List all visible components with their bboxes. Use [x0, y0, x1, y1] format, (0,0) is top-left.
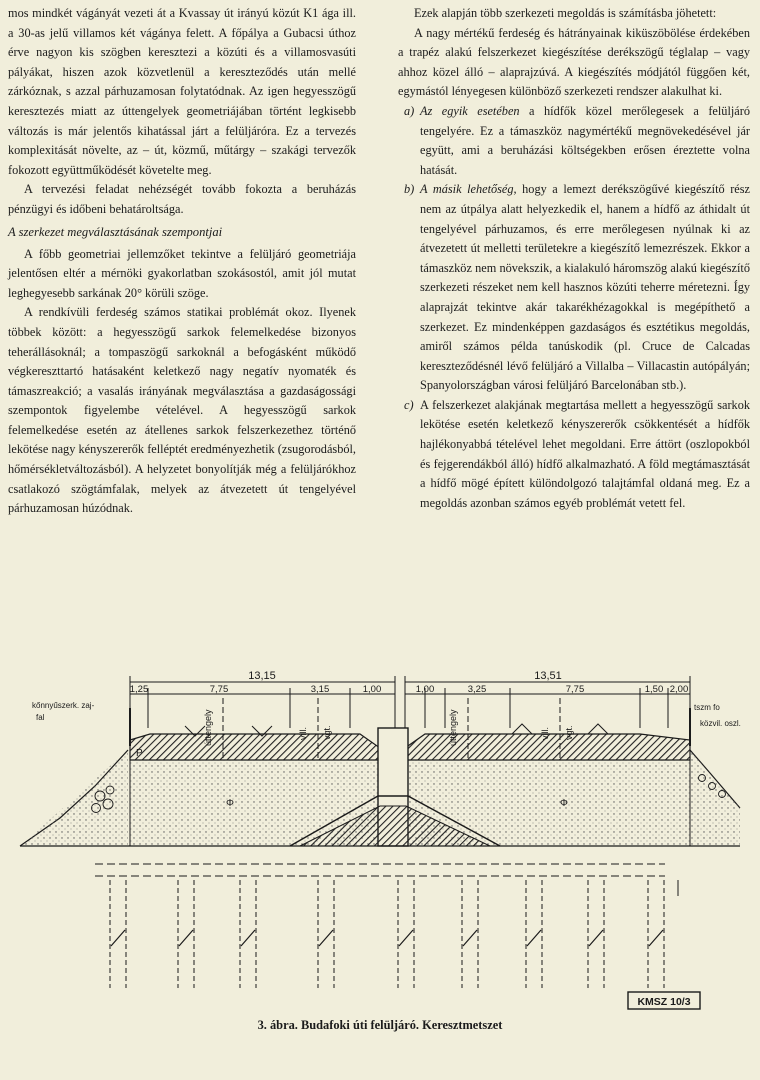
track-label: vill. [298, 727, 308, 740]
paragraph: mos mindkét vágányát vezeti át a Kvassay út irányú közút K1 ága ill. a 30-as jelű villamos két vágánya felett. A főpálya a Gubacsi úthoz érve nagyon kis szögben keresztezi a közúti és a villamosvasúti pályákat, hiszen azok közvetlenül a kereszteződés után mellé zárkóznak, s azzal párhuzamosan folytatódnak. Az igen hegyesszögű keresztezés miatt az úttengelyek geometriájában történt legkisebb változás is már jelentős kihatással járt a felüljáróra. Ez a tervezés komplexitását növelte, az – út, közmű, műtárgy – szakági tervezők fokozott együttműködését követelte meg. [8, 6, 356, 177]
list-item [398, 396, 750, 514]
noise-wall-label: kőnnyűszerk. zaj- [32, 701, 95, 710]
list-lead: A másik lehetőség, [420, 182, 517, 197]
paragraph: A tervezési feladat nehézségét tovább fokozta a beruházás pénzügyi és időbeni behatároltsága. [8, 182, 356, 216]
dim-right-total: 13,51 [534, 670, 562, 682]
list-text: a hídfők közel merőlegesek a felüljáró tengelyére. Ez a támaszköz nagymértékű megnövekedésével jár együtt, ami a beruházási költségekben erősen éreztette volna hatását. [420, 103, 750, 177]
dim: 7,75 [565, 684, 585, 695]
dim: 1,00 [362, 684, 382, 695]
section-heading: A szerkezet megválasztásának szempontjai [8, 224, 223, 239]
list-item [398, 102, 750, 180]
track-label-2: vgt. [322, 725, 332, 740]
dim-left-total: 13,15 [248, 670, 276, 682]
text-column-left [8, 4, 356, 519]
deck-slab-left [130, 734, 380, 760]
list-marker: b) [404, 182, 415, 197]
list-marker: a) [404, 103, 415, 118]
dim: 7,75 [209, 684, 229, 695]
drawing-stamp-text: KMSZ 10/3 [637, 996, 691, 1008]
diameter-symbol: Φ [560, 798, 568, 809]
dim: 1,00 [415, 684, 435, 695]
list-item [398, 180, 750, 396]
paragraph: A rendkívüli ferdeség számos statikai problémát okoz. Ilyenek többek között: a hegyesszögű sarkok felemelkedése bizonyos teherállásoknál; a tompaszögű sarkoknál a befogásként működő végkereszttartó hatásaként keletkező nagy negatív nyomaték és támaszreakció; a vasalás irányának megválasztása a gazdaságossági szempontok figyelembe vételével. A hegyesszögű sarkok felemelkedése esetén az átellenes sarkok felszerkezethez történő lekötése nagy kényszererők felléptét eredményezhetik (zsugorodásból, hőmérsékletváltozásból). A helyzetet bonyolítják még a felüljárókhoz csatlakozó szögtámfalak, melyek az átvezetett út tengelyével párhuzamosan húzódnak. [8, 305, 356, 516]
label: tszm fo [694, 703, 720, 712]
diameter-symbol: Φ [226, 798, 234, 809]
list-lead: Az egyik esetében [420, 103, 520, 118]
dim: 1,25 [129, 684, 149, 695]
text-column-right [398, 4, 750, 513]
dim: 3,25 [467, 684, 487, 695]
list-text: hogy a lemezt derékszögűvé kiegészítő rész nem az útpálya alatt helyezkedik el, hanem a hídfő az áthidalt út tengelyével párhuzamos, és erre merőlegesen nyúlnak ki az átvezetett út melletti területekre a kiegészítő lemezrészek. Ekkor a támaszköz nem növekszik, a kialakuló háromszög alakú kiegészítő szerkezeti részeket nem kell hasznos közúti teherre méretezni. Így alaprajzát tekintve akár takarékhézagokkal is megépíthető a szerkezet. Ez mindenképpen gazdaságos és esztétikus megoldás, amiről számos példa tanúskodik (pl. Cruce de Calcadas kereszteződésnél lévő felüljáró a Villalba – Villacastin autópályán; Spanyolországban városi felüljáró Barcelonában stb.). [420, 182, 751, 393]
paragraph: A főbb geometriai jellemzőket tekintve a felüljáró geometriája jelentősen eltér a mérnöki gyakorlatban szokásostól, amit jól mutat leghegyesebb sarkának 20° körüli szöge. [8, 246, 356, 300]
lighting-pole-label: közvil. oszl. [700, 719, 741, 728]
dim: 3,15 [310, 684, 330, 695]
track-label: vill. [540, 727, 550, 740]
list-marker: c) [404, 397, 414, 412]
road-axis-label: úttengely [203, 709, 213, 746]
cross-section-drawing [0, 668, 760, 1018]
paragraph: Ezek alapján több szerkezeti megoldás is számításba jöhetett: [414, 6, 717, 20]
figure-caption: 3. ábra. Budafoki úti felüljáró. Keresztmetszet [257, 1018, 503, 1032]
list-text: A felszerkezet alakjának megtartása mellett a hegyesszögű sarkok lekötése esetén keletkező kényszererők csökkentését a hídfők hajlékonyabbá tételével lehet megoldani. Erre áttört (oszlopokból és fejgerendákból álló) hídfő alkalmazható. A föld megtámasztását a hídfő mögé épített különdolgozó talajtámfal oldaná meg. Ez a megoldás azonban számos egyéb problémát vetett fel. [420, 397, 750, 510]
noise-wall-label-2: fal [36, 713, 45, 722]
road-axis-label: úttengely [448, 709, 458, 746]
dim: 1,50 [644, 684, 664, 695]
paragraph: A nagy mértékű ferdeség és hátrányainak kiküszöbölése érdekében a trapéz alakú felszerkezet kiegészítése derékszögű téglalap – vagy ahhoz közel álló – alaprajzúvá. A kiegészítés módjától függően két, egymástól lényegesen különböző szerkezeti rendszer alakulhat ki. [398, 25, 750, 99]
track-label-2: vgt. [564, 725, 574, 740]
piles [110, 880, 664, 988]
label: P [136, 748, 143, 759]
dim: 2,00 [669, 684, 689, 695]
